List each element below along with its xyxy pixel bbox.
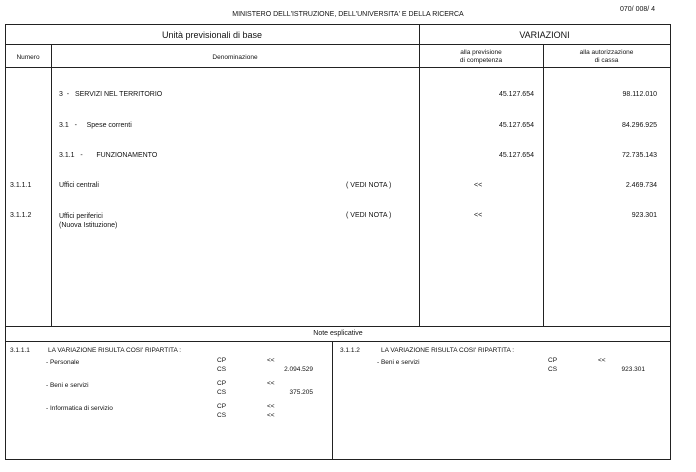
note-cs-label: CS	[217, 366, 227, 373]
row-name: Uffici centrali	[59, 182, 99, 189]
row-cassa: 72.735.143	[621, 152, 657, 159]
page-code: 070/ 008/ 4	[620, 6, 656, 13]
note-cs-label: CS	[548, 366, 558, 373]
row-note-ref: ( VEDI NOTA )	[346, 182, 392, 189]
note-number: 3.1.1.1	[10, 347, 30, 354]
row-competenza: <<	[474, 212, 483, 219]
divider-column-header	[5, 67, 671, 68]
note-item-label: - Beni e servizi	[377, 359, 420, 366]
row-competenza: 45.127.654	[498, 152, 534, 159]
col-header-cassa: alla autorizzazione di cassa	[579, 49, 634, 64]
frame-left	[5, 24, 6, 460]
row-number: 3.1.1.2	[10, 212, 32, 219]
note-number: 3.1.1.2	[340, 347, 360, 354]
section-title-right: VARIAZIONI	[519, 30, 570, 40]
note-cp-value: <<	[267, 357, 275, 364]
note-cp-value: <<	[267, 403, 275, 410]
row-cassa: 84.296.925	[621, 122, 657, 129]
note-item-label: - Personale	[46, 359, 80, 366]
divider-notes-top	[5, 326, 671, 327]
ministry-title: MINISTERO DELL'ISTRUZIONE, DELL'UNIVERSITA' E DELLA RICERCA	[232, 11, 464, 18]
section-title-left: Unità previsionali di base	[161, 30, 263, 40]
divider-col-number	[51, 44, 52, 326]
notes-title: Note esplicative	[313, 330, 363, 337]
row-name: 3.1 - Spese correnti	[59, 122, 132, 129]
row-name: 3 - SERVIZI NEL TERRITORIO	[59, 91, 163, 98]
note-cs-value: 923.301	[621, 366, 645, 373]
frame-right	[670, 24, 671, 460]
row-name: 3.1.1 - FUNZIONAMENTO	[59, 152, 158, 159]
note-cs-label: CS	[217, 412, 227, 419]
note-item-label: - Informatica di servizio	[46, 405, 113, 412]
frame-top	[5, 24, 671, 25]
row-competenza: 45.127.654	[498, 122, 534, 129]
col-header-competenza: alla previsione di competenza	[459, 49, 503, 64]
note-cp-label: CP	[217, 403, 227, 410]
row-cassa: 923.301	[631, 212, 657, 219]
row-competenza: <<	[474, 182, 483, 189]
divider-notes-title	[5, 341, 671, 342]
frame-bottom	[5, 459, 671, 460]
note-cp-label: CP	[217, 357, 227, 364]
row-cassa: 98.112.010	[622, 91, 657, 98]
row-name: Uffici periferici (Nuova Istituzione)	[59, 213, 118, 229]
note-cp-value: <<	[598, 357, 606, 364]
col-header-number: Numero	[16, 54, 40, 61]
note-heading: LA VARIAZIONE RISULTA COSI' RIPARTITA :	[381, 347, 515, 354]
note-cs-value: 375.205	[289, 389, 313, 396]
note-cp-label: CP	[548, 357, 558, 364]
note-item-label: - Beni e servizi	[46, 382, 89, 389]
note-cs-value: <<	[267, 412, 275, 419]
divider-notes-vertical	[332, 341, 333, 460]
divider-section-header	[5, 44, 671, 45]
row-cassa: 2.469.734	[625, 182, 657, 189]
note-cp-value: <<	[267, 380, 275, 387]
note-cp-label: CP	[217, 380, 227, 387]
note-cs-value: 2.094.529	[284, 366, 313, 373]
note-heading: LA VARIAZIONE RISULTA COSI' RIPARTITA :	[48, 347, 182, 354]
row-number: 3.1.1.1	[10, 182, 32, 189]
note-cs-label: CS	[217, 389, 227, 396]
col-header-name: Denominazione	[212, 54, 258, 61]
divider-vertical-variazioni	[419, 24, 420, 326]
row-competenza: 45.127.654	[498, 91, 534, 98]
row-note-ref: ( VEDI NOTA )	[346, 212, 392, 219]
